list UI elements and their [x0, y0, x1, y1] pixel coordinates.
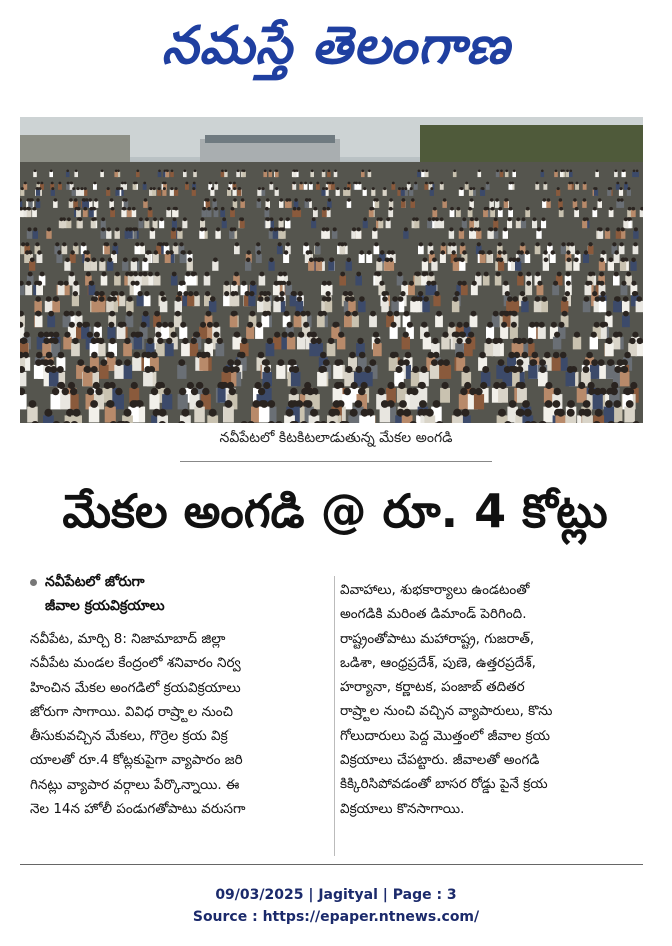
body-line: విక్రయాలు కొనసాగాయి.	[340, 800, 465, 817]
body-line: తీసుకువచ్చిన మేకలు, గొర్రెల క్రయ విక్ర	[30, 728, 228, 745]
photo-caption: నవీపేటలో కిటకిటలాడుతున్న మేకల అంగడి	[219, 430, 453, 446]
article-column-left	[30, 627, 330, 821]
body-line: రాష్ట్రంతోపాటు మహారాష్ట్ర, గుజరాత్,	[340, 630, 535, 647]
article-column-right	[340, 578, 640, 821]
caption-rule	[180, 461, 492, 462]
footer-source-link[interactable]: Source : https://epaper.ntnews.com/	[192, 909, 480, 925]
body-line: హర్యానా, కర్ణాటక, పంజాబ్ తదితర	[340, 679, 525, 696]
crowd-photo-icon	[20, 117, 643, 423]
body-line: యాలతో రూ.4 కోట్లకుపైగా వ్యాపారం జరి	[30, 752, 243, 769]
column-divider	[334, 576, 335, 856]
news-photo	[20, 117, 643, 423]
body-line: ఒడిశా, ఆంధ్రప్రదేశ్, పుణె, ఉత్తరప్రదేశ్,	[340, 654, 536, 671]
body-line: నవీపేట మండల కేంద్రంలో శనివారం నిర్వ	[30, 655, 241, 672]
body-line: విక్రయాలు చేపట్టారు. జీవాలతో అంగడి	[340, 752, 540, 769]
body-line: వివాహాలు, శుభకార్యాలు ఉండటంతో	[340, 582, 530, 598]
subheading	[30, 570, 330, 618]
body-line: నవీపేట, మార్చి 8: నిజామాబాద్ జిల్లా	[30, 631, 226, 647]
masthead	[0, 0, 672, 105]
headline: మేకల అంగడి @ రూ. 4 కోట్లు	[62, 484, 608, 538]
body-line: హించిన మేకల అంగడిలో క్రయవిక్రయాలు	[30, 679, 241, 696]
body-line: అంగడికి మరింత డిమాండ్ పెరిగింది.	[340, 606, 527, 623]
body-line: కిక్కిరిసిపోవడంతో బాసర రోడ్డు పైనే క్రయ	[340, 776, 548, 793]
body-line: రాష్ర్టాల నుంచి వచ్చిన వ్యాపారులు, కొను	[340, 703, 553, 720]
subheading-line1: నవీపేటలో జోరుగా	[45, 574, 145, 590]
body-line: గోలుదారులు పెద్ద మొత్తంలో జీవాల క్రయ	[340, 727, 550, 744]
subheading-line2: జీవాల క్రయవిక్రయాలు	[45, 598, 165, 614]
newspaper-logo: నమస్తే తెలంగాణ	[161, 16, 511, 76]
body-line: జోరుగా సాగాయి. వివిధ రాష్ర్టాల నుంచి	[30, 703, 233, 720]
footer-rule	[20, 864, 643, 865]
body-line: నెల 14న హోలీ పండుగతోపాటు వరుసగా	[30, 801, 246, 818]
footer	[0, 884, 672, 928]
body-line: గినట్లు వ్యాపార వర్గాలు పేర్కొన్నాయి. ఈ	[30, 776, 240, 793]
footer-date-line: 09/03/2025 | Jagityal | Page : 3	[215, 887, 457, 903]
bullet-icon	[30, 579, 37, 586]
